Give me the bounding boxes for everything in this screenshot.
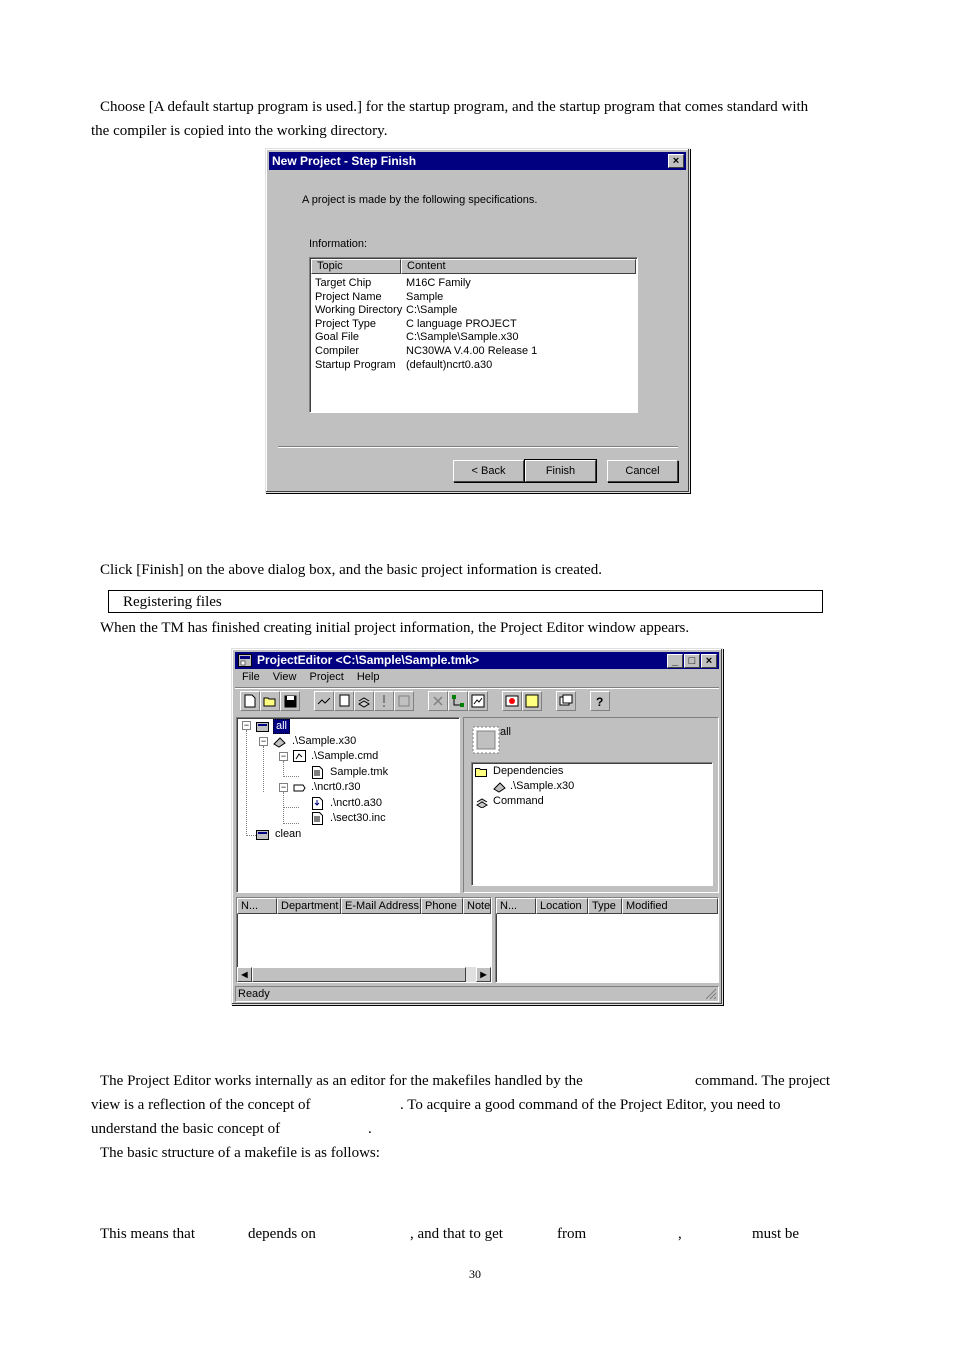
file-status-list[interactable] xyxy=(495,897,719,983)
collapse-toggle[interactable]: − xyxy=(243,720,250,730)
tree-node-all[interactable]: all xyxy=(273,719,290,734)
menu-project[interactable]: Project xyxy=(309,671,344,683)
paragraph-line: the compiler is copied into the working directory. xyxy=(91,123,388,139)
window-icon[interactable] xyxy=(556,691,576,711)
horizontal-scrollbar[interactable] xyxy=(237,967,491,982)
tree-node-sample-cmd[interactable]: .\Sample.cmd xyxy=(311,750,379,762)
source-file-icon xyxy=(311,797,324,810)
row-topic[interactable]: Target Chip xyxy=(315,277,372,289)
collapse-toggle[interactable]: − xyxy=(280,782,287,792)
target-detail-pane xyxy=(463,717,719,893)
row-content: C:\Sample\Sample.x30 xyxy=(406,331,519,344)
row-content: Sample xyxy=(406,290,444,303)
folder-icon xyxy=(475,765,488,778)
paragraph-line: command. The project xyxy=(695,1073,831,1089)
column-header-name[interactable]: N... xyxy=(237,898,277,914)
file-info-list[interactable] xyxy=(236,897,492,983)
column-header-modified[interactable]: Modified xyxy=(622,898,718,914)
row-topic[interactable]: Compiler xyxy=(315,345,360,357)
svg-text:?: ? xyxy=(596,695,604,708)
dependencies-label[interactable]: Dependencies xyxy=(493,765,564,777)
object-icon xyxy=(293,781,306,794)
row-content: M16C Family xyxy=(406,277,471,289)
project-editor-window xyxy=(231,648,723,1005)
paragraph: Click [Finish] on the above dialog box, and the basic project information is created. xyxy=(100,562,602,578)
delete-icon[interactable] xyxy=(428,691,448,711)
build-icon[interactable] xyxy=(314,691,334,711)
section-heading-box xyxy=(108,590,823,613)
dialog-separator xyxy=(278,446,678,448)
dialog-title-bar xyxy=(269,152,686,170)
collapse-toggle[interactable]: − xyxy=(280,751,287,761)
paragraph-line: view is a reflection of the concept of xyxy=(91,1097,311,1113)
paragraph-fragment: , and that to get xyxy=(410,1226,503,1242)
tree-node-ncrt0-r30[interactable]: .\ncrt0.r30 xyxy=(311,781,361,793)
tree-node-ncrt0-a30[interactable]: .\ncrt0.a30 xyxy=(330,797,382,809)
paragraph-fragment: , xyxy=(678,1226,682,1242)
save-icon[interactable] xyxy=(280,691,300,711)
row-content: NC30WA V.4.00 Release 1 xyxy=(406,345,538,357)
cancel-button[interactable]: Cancel xyxy=(607,460,678,482)
row-topic[interactable]: Project Type xyxy=(315,317,376,330)
exclaim-icon[interactable] xyxy=(374,691,394,711)
dependency-item[interactable]: .\Sample.x30 xyxy=(510,780,575,792)
file-icon xyxy=(311,812,324,825)
close-icon[interactable]: × xyxy=(668,154,684,168)
column-header-name[interactable]: N... xyxy=(496,898,536,914)
row-topic[interactable]: Startup Program xyxy=(315,358,396,371)
scroll-left-icon[interactable]: ◀ xyxy=(237,967,252,982)
minimize-icon[interactable]: _ xyxy=(667,654,683,668)
tree-node-sample-tmk[interactable]: Sample.tmk xyxy=(330,766,389,778)
target-icon xyxy=(256,720,269,733)
row-topic[interactable]: Goal File xyxy=(315,331,360,344)
column-header-content[interactable]: Content xyxy=(401,259,636,274)
dialog-title: New Project - Step Finish xyxy=(272,154,417,168)
section-heading: Registering files xyxy=(123,594,222,610)
row-topic[interactable]: Working Directory xyxy=(315,304,403,317)
row-content: C:\Sample xyxy=(406,304,458,317)
tree-node-clean[interactable]: clean xyxy=(275,828,302,840)
menu-file[interactable]: File xyxy=(242,671,260,683)
tree-node-sample-x30[interactable]: .\Sample.x30 xyxy=(292,735,357,747)
open-icon[interactable] xyxy=(260,691,280,711)
paragraph-line: The Project Editor works internally as an editor for the makefiles handled by the xyxy=(100,1073,583,1089)
menu-help[interactable]: Help xyxy=(356,671,380,683)
column-header-email[interactable]: E-Mail Address xyxy=(341,898,421,914)
chip-icon xyxy=(493,780,506,793)
paragraph-fragment: must be xyxy=(752,1226,800,1242)
column-header-type[interactable]: Type xyxy=(588,898,622,914)
toolbar-separator xyxy=(235,687,719,689)
paragraph-fragment: from xyxy=(557,1226,587,1242)
maximize-icon[interactable]: □ xyxy=(684,654,700,668)
command-label[interactable]: Command xyxy=(493,795,544,807)
target-large-icon xyxy=(472,726,500,754)
app-icon xyxy=(238,654,252,667)
scroll-thumb[interactable] xyxy=(252,967,466,982)
column-header-note[interactable]: Note xyxy=(463,898,491,914)
paragraph-line: . To acquire a good command of the Project Editor, you need to xyxy=(400,1097,781,1113)
column-header-phone[interactable]: Phone xyxy=(421,898,463,914)
dialog-intro: A project is made by the following specifications. xyxy=(302,194,538,206)
chip-icon xyxy=(273,735,286,748)
toolbar xyxy=(240,691,720,715)
column-header-department[interactable]: Department xyxy=(277,898,341,914)
paragraph-line: . xyxy=(368,1121,372,1137)
paragraph-line: understand the basic concept of xyxy=(91,1121,281,1137)
new-project-dialog xyxy=(265,148,690,493)
information-list[interactable] xyxy=(309,257,638,413)
resize-grip-icon[interactable] xyxy=(705,988,717,1000)
finish-button[interactable]: Finish xyxy=(525,460,596,482)
new-icon[interactable] xyxy=(240,691,260,711)
menu-view[interactable]: View xyxy=(272,671,297,683)
collapse-toggle[interactable]: − xyxy=(260,736,267,746)
tree-expand-icon[interactable] xyxy=(448,691,468,711)
column-header-location[interactable]: Location xyxy=(536,898,588,914)
back-button[interactable]: < Back xyxy=(453,460,524,482)
note-icon[interactable] xyxy=(522,691,542,711)
target-name: all xyxy=(500,726,512,738)
scroll-right-icon[interactable]: ▶ xyxy=(476,967,491,982)
properties-icon[interactable] xyxy=(394,691,414,711)
paragraph: The basic structure of a makefile is as follows: xyxy=(100,1145,380,1161)
editor-title-bar xyxy=(235,652,719,669)
run-icon[interactable] xyxy=(502,691,522,711)
tree-node-sect30-inc[interactable]: .\sect30.inc xyxy=(330,812,386,824)
target-tree-pane[interactable] xyxy=(236,717,460,893)
row-topic[interactable]: Project Name xyxy=(315,290,382,303)
column-header-topic[interactable]: Topic xyxy=(311,259,401,274)
add-file-icon[interactable] xyxy=(334,691,354,711)
page-number: 30 xyxy=(469,1267,481,1281)
file-icon xyxy=(311,766,324,779)
paragraph-fragment: This means that xyxy=(100,1226,195,1242)
menu-bar xyxy=(242,671,389,683)
stack-icon[interactable] xyxy=(354,691,374,711)
image-icon[interactable] xyxy=(468,691,488,711)
paragraph-fragment: depends on xyxy=(248,1226,316,1242)
paragraph-line: Choose [A default startup program is used.] for the startup program, and the startup program that comes standard with xyxy=(100,99,809,115)
dependency-list[interactable] xyxy=(471,762,713,886)
target-icon xyxy=(256,828,269,841)
close-icon[interactable]: × xyxy=(701,654,717,668)
status-text: Ready xyxy=(238,988,270,1000)
editor-title: ProjectEditor <C:\Sample\Sample.tmk> xyxy=(257,653,480,667)
row-content: (default)ncrt0.a30 xyxy=(406,358,493,371)
row-content: C language PROJECT xyxy=(406,317,517,330)
information-label: Information: xyxy=(309,238,368,250)
help-icon[interactable] xyxy=(590,691,610,711)
link-icon xyxy=(293,750,306,763)
paragraph: When the TM has finished creating initial project information, the Project Editor window appears. xyxy=(100,620,690,636)
command-icon xyxy=(475,795,488,808)
status-bar xyxy=(235,986,719,1002)
